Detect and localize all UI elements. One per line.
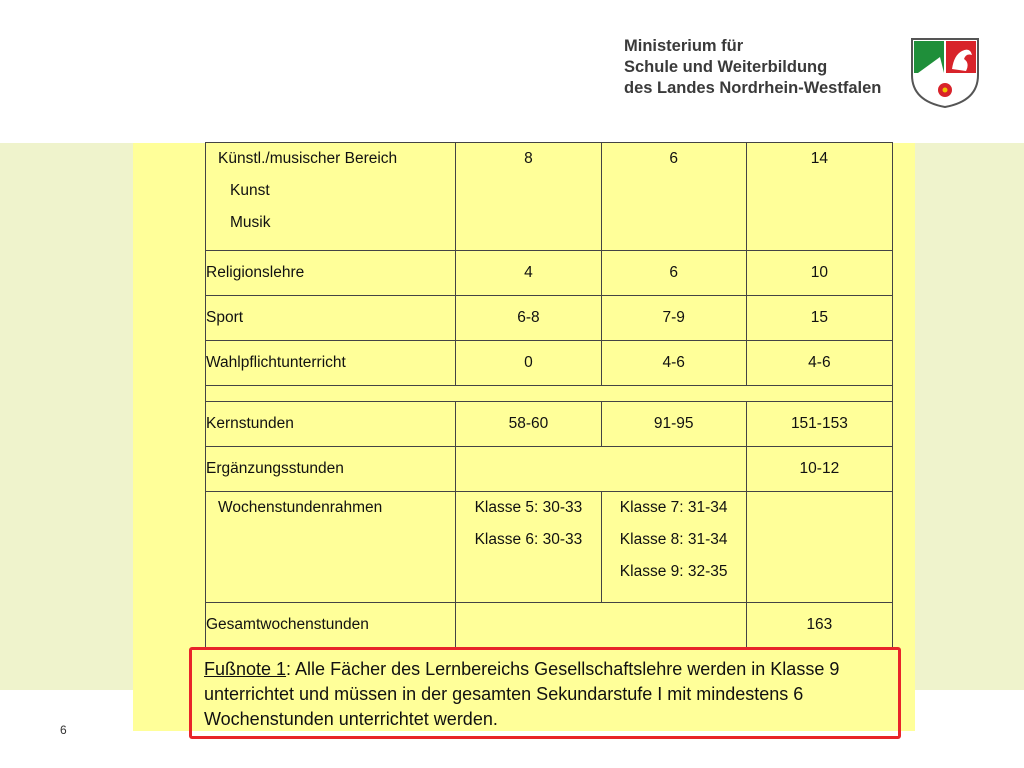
table-cell: 15 <box>746 296 892 341</box>
table-row <box>206 251 893 296</box>
row-sublabel: Kunst <box>230 182 270 199</box>
empty-cell <box>456 603 746 648</box>
table-cell: 6-8 <box>456 296 601 341</box>
footnote-text <box>204 657 924 732</box>
table-cell <box>456 492 601 603</box>
table-cell: 10-12 <box>746 447 892 492</box>
row-sublabel: Musik <box>230 214 271 231</box>
ministry-line: Ministerium für <box>624 37 744 55</box>
table-cell: 4-6 <box>746 341 892 386</box>
footnote-body: : Alle Fächer des Lernbereichs Gesellschaftslehre werden in Klasse 9 unterrichtet und müssen in der gesamten Sekundarstufe I mit mindestens 6 Wochenstunden unterrichtet werden. <box>204 659 840 729</box>
row-label: Wochenstundenrahmen <box>218 499 383 516</box>
table-cell: 7-9 <box>601 296 746 341</box>
table-row <box>206 603 893 648</box>
row-label: Gesamtwochenstunden <box>206 603 456 648</box>
nrw-coat-of-arms-icon <box>910 37 980 109</box>
table-cell: 163 <box>746 603 892 648</box>
ministry-title <box>624 36 881 99</box>
cell-line: Klasse 8: 31-34 <box>619 531 728 548</box>
ministry-line: Schule und Weiterbildung <box>624 58 828 76</box>
page-number: 6 <box>60 723 67 737</box>
table-cell: 14 <box>810 150 828 167</box>
cell-line: Klasse 6: 30-33 <box>474 531 583 548</box>
row-label-cell <box>206 143 456 251</box>
table-row <box>206 402 893 447</box>
table-cell: 0 <box>456 341 601 386</box>
table-spacer-row <box>206 386 893 402</box>
table-cell: 4-6 <box>601 341 746 386</box>
row-label: Wahlpflichtunterricht <box>206 341 456 386</box>
cell-line: Klasse 7: 31-34 <box>619 499 728 516</box>
table-cell <box>601 492 746 603</box>
table-cell: 8 <box>524 150 533 167</box>
table-cell: 6 <box>601 251 746 296</box>
row-label: Künstl./musischer Bereich <box>218 150 398 167</box>
row-label: Kernstunden <box>206 402 456 447</box>
cell-line: Klasse 5: 30-33 <box>474 499 583 516</box>
table-cell: 4 <box>456 251 601 296</box>
empty-cell <box>456 447 746 492</box>
hours-table <box>205 142 893 648</box>
table-cell: 6 <box>669 150 678 167</box>
table-row <box>206 296 893 341</box>
row-label: Ergänzungsstunden <box>206 447 456 492</box>
empty-cell <box>746 492 892 603</box>
table-row <box>206 447 893 492</box>
ministry-line: des Landes Nordrhein-Westfalen <box>624 79 882 97</box>
cell-line: Klasse 9: 32-35 <box>619 563 728 580</box>
table-cell: 151-153 <box>746 402 892 447</box>
row-label-cell <box>206 492 456 603</box>
row-label: Sport <box>206 296 456 341</box>
table-row <box>206 492 893 603</box>
spacer-cell <box>206 386 893 402</box>
table-cell: 58-60 <box>456 402 601 447</box>
table-cell: 91-95 <box>601 402 746 447</box>
table-row <box>206 143 893 251</box>
row-label: Religionslehre <box>206 251 456 296</box>
table-cell: 10 <box>746 251 892 296</box>
footnote-title: Fußnote 1 <box>204 659 287 679</box>
table-row <box>206 341 893 386</box>
